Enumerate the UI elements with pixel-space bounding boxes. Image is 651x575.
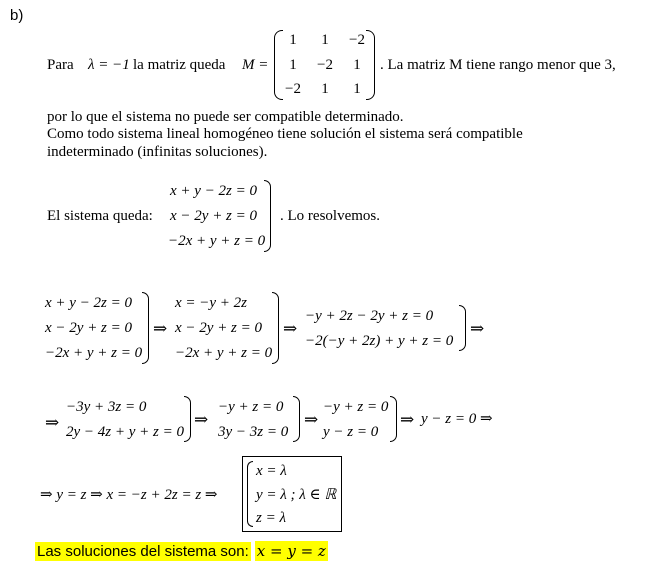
- solution-eq: x = λ: [256, 463, 287, 479]
- step3-lead: ⇒ y = z ⇒ x = −z + 2z = z ⇒: [40, 487, 218, 503]
- step2-eq: 3y − 3z = 0: [218, 424, 289, 440]
- matrix-cell: −2: [349, 32, 365, 48]
- step1-eq: −2(−y + 2z) + y + z = 0: [305, 333, 454, 349]
- system-brace: [264, 180, 271, 252]
- step2-eq: −3y + 3z = 0: [66, 399, 147, 415]
- implies-arrow: ⇒: [304, 410, 319, 429]
- text-line: por lo que el sistema no puede ser compatible determinado.: [47, 109, 404, 125]
- solution-brace: [247, 461, 253, 527]
- implies-arrow: ⇒: [153, 319, 168, 338]
- solution-eq: z = λ: [256, 510, 286, 526]
- step2-eq: y − z = 0: [323, 424, 379, 440]
- intro-after: . La matriz M tiene rango menor que 3,: [380, 57, 616, 73]
- intro-lambda: λ = −1: [88, 57, 130, 73]
- matrix-cell: 1: [289, 32, 297, 48]
- implies-arrow: ⇒: [400, 410, 415, 429]
- part-label: b): [10, 7, 24, 24]
- step2-brace: [184, 396, 191, 442]
- system-eq: x − 2y + z = 0: [170, 208, 258, 224]
- conclusion-line: [35, 544, 328, 560]
- step2-eq: −y + z = 0: [323, 399, 389, 415]
- system-eq: −2x + y + z = 0: [168, 233, 266, 249]
- matrix-cell: 1: [289, 57, 297, 73]
- step1-eq: x + y − 2z = 0: [45, 295, 133, 311]
- step1-eq: x = −y + 2z: [175, 295, 248, 311]
- matrix-cell: 1: [321, 81, 329, 97]
- step2-tail: y − z = 0 ⇒: [421, 411, 493, 427]
- matrix-cell: −2: [285, 81, 301, 97]
- matrix-m: [272, 30, 378, 100]
- implies-arrow: ⇒: [470, 319, 485, 338]
- text-line: Como todo sistema lineal homogéneo tiene solución el sistema será compatible: [47, 126, 523, 142]
- step1-eq: −2x + y + z = 0: [175, 345, 273, 361]
- step2-eq: −y + z = 0: [218, 399, 284, 415]
- system-label: El sistema queda:: [47, 208, 153, 224]
- intro-para: Para: [47, 57, 74, 73]
- implies-arrow: ⇒: [283, 319, 298, 338]
- step1-brace: [142, 292, 149, 364]
- implies-arrow: ⇒: [194, 410, 209, 429]
- solution-eq: y = λ ; λ ∈ ℝ: [256, 487, 337, 503]
- matrix-cell: −2: [317, 57, 333, 73]
- matrix-cell: 1: [353, 81, 361, 97]
- step1-eq: −2x + y + z = 0: [45, 345, 143, 361]
- step1-eq: −y + 2z − 2y + z = 0: [305, 308, 434, 324]
- step1-eq: x − 2y + z = 0: [45, 320, 133, 336]
- step1-brace: [272, 292, 279, 364]
- system-eq: x + y − 2z = 0: [170, 183, 258, 199]
- step2-brace: [390, 396, 397, 442]
- matrix-cell: 1: [321, 32, 329, 48]
- system-after: . Lo resolvemos.: [280, 208, 380, 224]
- step1-brace: [459, 305, 466, 351]
- conclusion-text: Las soluciones del sistema son:: [37, 543, 249, 560]
- intro-m-eq: M =: [242, 57, 269, 73]
- text-line: indeterminado (infinitas soluciones).: [47, 144, 268, 160]
- intro-middle: la matriz queda: [133, 57, 226, 73]
- step2-eq: 2y − 4z + y + z = 0: [66, 424, 184, 440]
- matrix-cell: 1: [353, 57, 361, 73]
- implies-arrow: ⇒: [45, 413, 60, 432]
- step1-eq: x − 2y + z = 0: [175, 320, 263, 336]
- conclusion-math: x = y = z: [256, 542, 326, 560]
- step2-brace: [293, 396, 300, 442]
